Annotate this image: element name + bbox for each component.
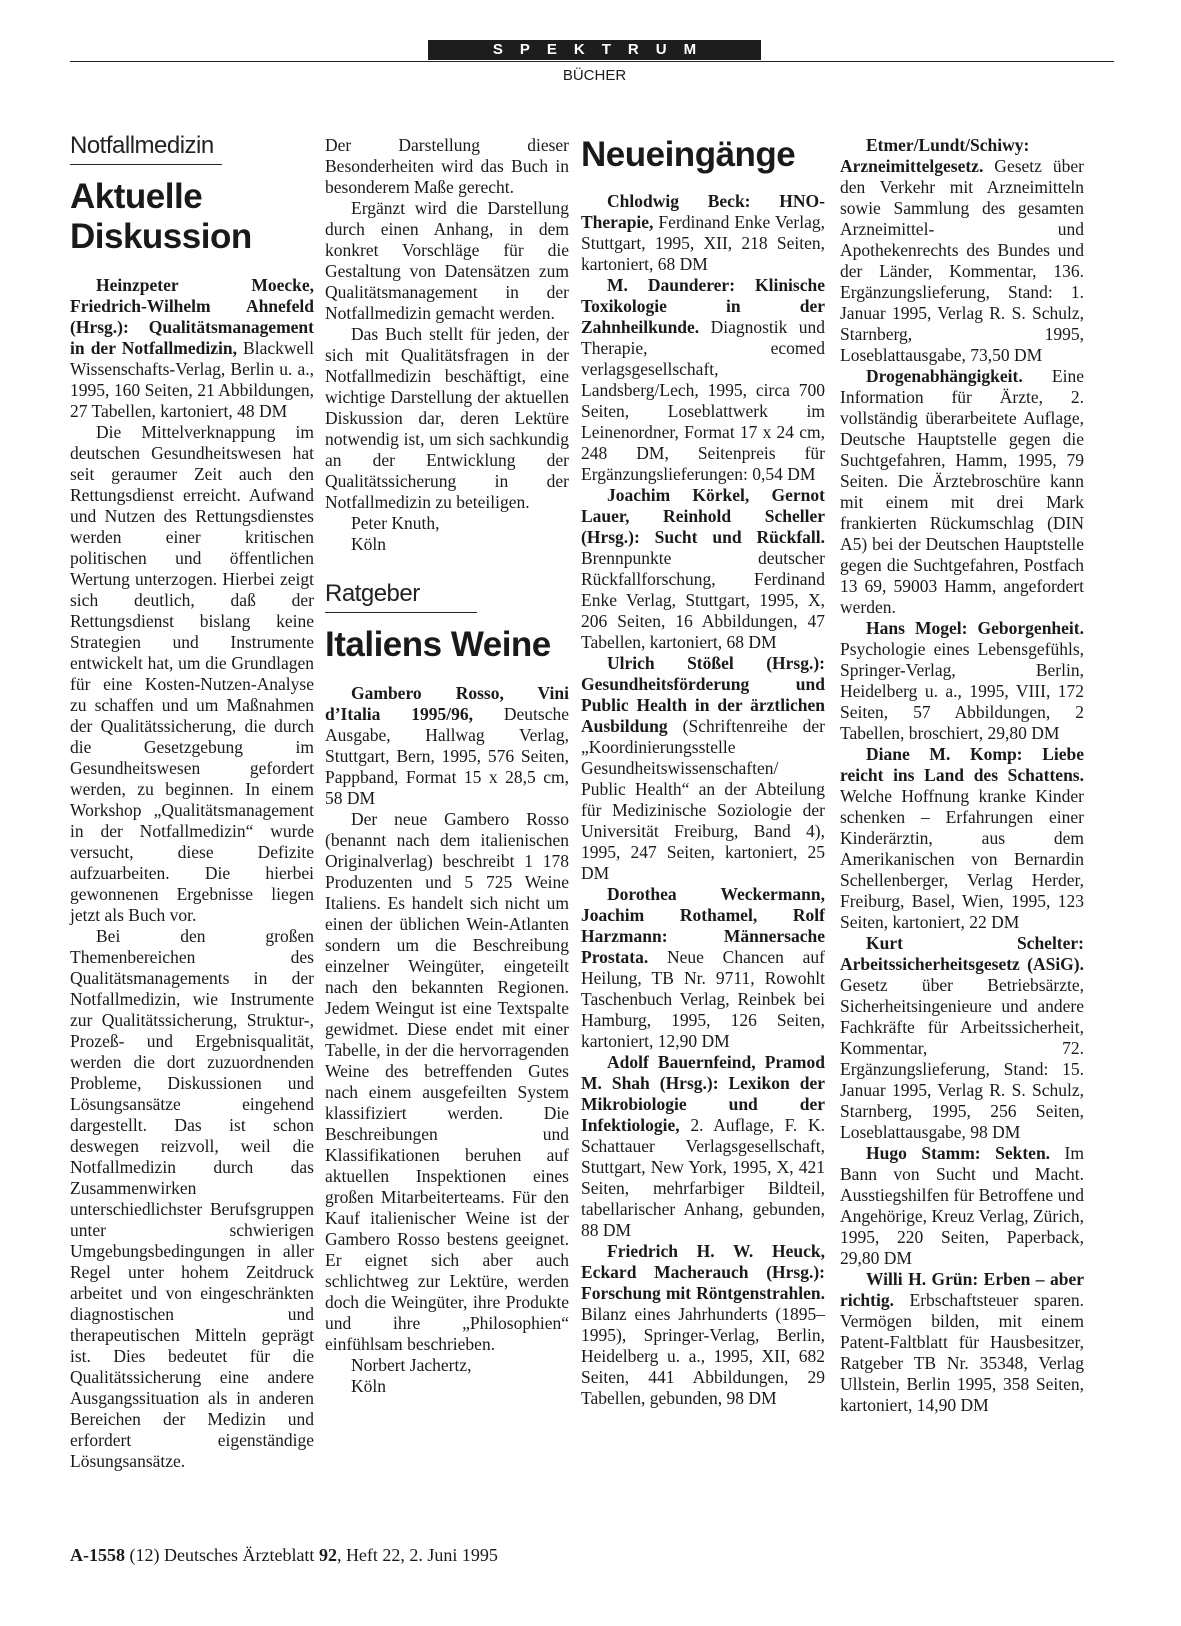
book-entry-title: Kurt Schelter: Arbeitssicherheitsgesetz (ASiG). bbox=[840, 933, 1084, 974]
book-entry-details: (Schriftenreihe der „Koordinierungsstelle Gesundheitswissenschaften/ Public Health“ an der Abteilung für Medizinische Soziologie der Universität Freiburg, Band 4), 1995, 247 Seiten, kartoniert, 25 DM bbox=[581, 716, 825, 883]
book-entry-details: 2. Auflage, F. K. Schattauer Verlagsgesellschaft, Stuttgart, New York, 1995, X, 421 Seiten, mehrfarbiger Bildteil, tabellarischer Anhang, gebunden, 88 DM bbox=[581, 1115, 825, 1240]
book-entry-details: Im Bann von Sucht und Macht. Ausstiegshilfen für Betroffene und Angehörige, Kreuz Verlag, Zürich, 1995, 220 Seiten, Paperback, 29,80 DM bbox=[840, 1143, 1084, 1268]
bibliography bbox=[70, 275, 314, 422]
section-subheader: BÜCHER bbox=[562, 67, 627, 84]
kicker-rule bbox=[70, 164, 222, 165]
body-paragraph: Der neue Gambero Rosso (benannt nach dem italienischen Originalverlag) beschreibt 1 178 Produzenten und 5 725 Weine Italiens. Es handelt sich nicht um einen der üblichen Wein-Atlanten sondern um die Beschreibung einzelner Weingüter, eingeteilt nach den bekannten Regionen. Jedem Weingut ist eine Textspalte gewidmet. Diese endet mit einer Tabelle, in der die hervorragenden Weine des betreffenden Gutes nach einem ausgefeilten System klassifiziert werden. Die Beschreibungen und Klassifikationen beruhen auf aktuellen Inspektionen eines großen Mitarbeiterteams. Für den Kauf italienischer Weine ist der Gambero Rosso bestens geeignet. Er eignet sich aber auch schlichtweg zur Lektüre, werden doch die Weingüter, ihre Produkte und ihre „Philosophien“ einfühlsam beschrieben. bbox=[325, 809, 569, 1354]
book-entry-details: Diagnostik und Therapie, ecomed verlagsgesellschaft, Landsberg/Lech, 1995, circa 700 Seiten, Loseblattwerk im Leinenordner, Format 17 x 24 cm, 248 DM, Seitenpreis für Ergänzungslieferungen: 0,54 DM bbox=[581, 317, 825, 484]
new-books-list-continued bbox=[840, 135, 1084, 1416]
book-entry-title: Dorothea Weckermann, Joachim Rothamel, Rolf Harzmann: Männersache Prostata. bbox=[581, 884, 825, 967]
book-entry-title: Etmer/Lundt/Schiwy: Arzneimittelgesetz. bbox=[840, 135, 1030, 176]
section-header-bar: SPEKTRUM bbox=[428, 40, 761, 60]
book-entry bbox=[840, 933, 1084, 1143]
bibliography bbox=[325, 683, 569, 809]
body-paragraph: Das Buch stellt für jeden, der sich mit Qualitätsfragen in der Notfallmedizin beschäftigt, eine wichtige Darstellung der aktuellen Diskussion dar, deren Lektüre notwendig ist, um sich sachkundig an der Entwicklung der Qualitätssicherung in der Notfallmedizin zu beteiligen. bbox=[325, 324, 569, 512]
book-entry bbox=[840, 366, 1084, 618]
book-entry-details: Bilanz eines Jahrhunderts (1895–1995), Springer-Verlag, Berlin, Heidelberg u. a., 1995, XII, 682 Seiten, 441 Abbildungen, 29 Tabellen, gebunden, 98 DM bbox=[581, 1304, 825, 1408]
body-paragraph: Bei den großen Themenbereichen des Qualitätsmanagements in der Notfallmedizin, wie Instrumente zur Qualitätssicherung, Struktur-, Prozeß- und Ergebnisqualität, werden die dort zuzuordnenden Probleme, Diskussionen und Lösungsansätze eingehend dargestellt. Das ist schon deswegen reizvoll, weil die Notfallmedizin durch das Zusammenwirken unterschiedlichster Berufsgruppen unter schwierigen Umgebungsbedingungen in aller Regel unter hohem Zeitdruck arbeitet und von eingeschränkten diagnostischen und therapeutischen Mitteln geprägt ist. Dies bedeutet für die Qualitätssicherung eine andere Ausgangssituation als in anderen Bereichen der Medizin und erfordert eigenständige Lösungsansätze. bbox=[70, 926, 314, 1471]
bibliography-details: Deutsche Ausgabe, Hallwag Verlag, Stuttgart, Bern, 1995, 576 Seiten, Pappband, Format 15 x 28,5 cm, 58 DM bbox=[325, 704, 569, 808]
bibliography-details: Blackwell Wissenschafts-Verlag, Berlin u. a., 1995, 160 Seiten, 21 Abbildungen, 27 Tabellen, kartoniert, 48 DM bbox=[70, 338, 315, 421]
page-number: A-1558 bbox=[70, 1545, 125, 1565]
issue-suffix: , Heft 22, 2. Juni 1995 bbox=[336, 1545, 498, 1565]
kicker-ratgeber: Ratgeber bbox=[325, 580, 420, 607]
author-city: Köln bbox=[351, 534, 386, 554]
book-entry-title: Friedrich H. W. Heuck, Eckard Macherauch (Hrsg.): Forschung mit Röntgenstrahlen. bbox=[581, 1241, 825, 1303]
book-entry bbox=[581, 275, 825, 485]
book-entry bbox=[840, 618, 1084, 744]
book-entry bbox=[581, 884, 825, 1052]
neueingaenge-headline: Neueingänge bbox=[581, 135, 796, 174]
book-entry bbox=[840, 1269, 1084, 1416]
book-entry-details: Erbschaftsteuer sparen. Vermögen bilden, mit einem Patent-Faltblatt für Hausbesitzer, Ratgeber TB Nr. 35348, Verlag Ullstein, Berlin 1995, 358 Seiten, kartoniert, 14,90 DM bbox=[840, 1290, 1084, 1415]
article-headline: Italiens Weine bbox=[325, 625, 551, 664]
book-entry-title: Ulrich Stößel (Hrsg.): Gesundheitsförderung und Public Health in der ärztlichen Ausbildung bbox=[581, 653, 825, 736]
column-3 bbox=[581, 135, 825, 1409]
book-entry-details: Neue Chancen auf Heilung, TB Nr. 9711, Rowohlt Taschenbuch Verlag, Reinbek bei Hamburg, 1995, 126 Seiten, kartoniert, 12,90 DM bbox=[581, 947, 825, 1051]
column-2 bbox=[325, 135, 569, 1397]
column-1 bbox=[70, 132, 315, 1472]
kicker-notfallmedizin: Notfallmedizin bbox=[70, 132, 214, 159]
book-entry bbox=[840, 135, 1084, 366]
book-entry-details: Brennpunkte deutscher Rückfallforschung, Ferdinand Enke Verlag, Stuttgart, 1995, X, 206 Seiten, 16 Abbildungen, 47 Tabellen, kartoniert, 68 DM bbox=[581, 548, 825, 652]
volume-number: 92 bbox=[318, 1545, 337, 1565]
book-entry-title: Diane M. Komp: Liebe reicht ins Land des Schattens. bbox=[840, 744, 1084, 785]
book-entry-title: Chlodwig Beck: HNO-Therapie, bbox=[581, 191, 825, 232]
author-name: Norbert Jachertz, bbox=[351, 1355, 472, 1375]
book-entry-details: Eine Information für Ärzte, 2. vollständig überarbeitete Auflage, Deutsche Hauptstelle gegen die Suchtgefahren, Hamm, 1995, 79 Seiten. Die Ärztebroschüre kann mit einem mit drei Mark frankierten Rückumschlag (DIN A5) bei der Deutschen Hauptstelle gegen die Suchtgefahren, Postfach 13 69, 59003 Hamm, angefordert werden. bbox=[840, 366, 1084, 617]
book-entry bbox=[840, 1143, 1084, 1269]
book-entry-title: Hans Mogel: Geborgenheit. bbox=[866, 618, 1084, 638]
book-entry bbox=[581, 1241, 825, 1409]
article-headline: Aktuelle Diskussion bbox=[70, 177, 252, 256]
book-entry bbox=[581, 1052, 825, 1241]
body-paragraph: Ergänzt wird die Darstellung durch einen Anhang, in dem konkret Vorschläge für die Gestaltung von Datensätzen zum Qualitätsmanagement in der Notfallmedizin gemacht werden. bbox=[325, 198, 569, 323]
header-rule bbox=[70, 61, 1114, 62]
issue-prefix: (12) Deutsches Ärzteblatt bbox=[125, 1545, 319, 1565]
book-entry-title: Willi H. Grün: Erben – aber richtig. bbox=[840, 1269, 1084, 1310]
book-entry bbox=[840, 744, 1084, 933]
bibliography-title: Heinzpeter Moecke, Friedrich-Wilhelm Ahnefeld (Hrsg.): Qualitätsmanagement in der Notfallmedizin, bbox=[70, 275, 314, 358]
author-name: Peter Knuth, bbox=[351, 513, 440, 533]
book-entry-title: M. Daunderer: Klinische Toxikologie in der Zahnheilkunde. bbox=[581, 275, 825, 337]
book-entry-details: Welche Hoffnung kranke Kinder schenken – Erfahrungen einer Kinderärztin, aus dem Amerikanischen von Bernardin Schellenberger, Verlag Herder, Freiburg, Basel, Wien, 1995, 123 Seiten, kartoniert, 22 DM bbox=[840, 786, 1084, 932]
body-paragraph: Die Mittelverknappung im deutschen Gesundheitswesen hat seit geraumer Zeit auch den Rettungsdienst erreicht. Aufwand und Nutzen des Rettungsdienstes werden einer kritischen politischen und öffentlichen Wertung unterzogen. Hierbei zeigt sich deutlich, daß der Rettungsdienst bislang keine Strategien und Instrumente entwickelt hat, um die Grundlagen für eine Kosten-Nutzen-Analyse zu schaffen und um Maßnahmen der Qualitätssicherung, die durch die Gesetzgebung im Gesundheitswesen gefordert werden, zu beginnen. In einem Workshop „Qualitätsmanagement in der Notfallmedizin“ wurde versucht, diese Defizite aufzuarbeiten. Die hierbei gewonnenen Ergebnisse liegen jetzt als Buch vor. bbox=[70, 422, 314, 925]
book-entry-title: Joachim Körkel, Gernot Lauer, Reinhold Scheller (Hrsg.): Sucht und Rückfall. bbox=[581, 485, 825, 547]
book-entry-details: Psychologie eines Lebensgefühls, Springer-Verlag, Berlin, Heidelberg u. a., 1995, VIII, 172 Seiten, 57 Abbildungen, 2 Tabellen, broschiert, 29,80 DM bbox=[840, 639, 1084, 743]
book-entry bbox=[581, 485, 825, 653]
book-entry-title: Adolf Bauernfeind, Pramod M. Shah (Hrsg.): Lexikon der Mikrobiologie und der Infektiologie, bbox=[581, 1052, 825, 1135]
book-entry bbox=[581, 191, 825, 275]
body-paragraph: Der Darstellung dieser Besonderheiten wird das Buch in besonderem Maße gerecht. bbox=[325, 135, 569, 197]
book-entry-details: Gesetz über Betriebsärzte, Sicherheitsingenieure und andere Fachkräfte für Arbeitssicherheit, Kommentar, 72. Ergänzungslieferung, Stand: 15. Januar 1995, Verlag R. S. Schulz, Starnberg, 1995, 256 Seiten, Loseblattausgabe, 98 DM bbox=[840, 975, 1084, 1142]
book-entry-title: Hugo Stamm: Sekten. bbox=[866, 1143, 1051, 1163]
book-entry-details: Gesetz über den Verkehr mit Arzneimitteln sowie Sammlung des gesamten Arzneimittel- und Apothekenrechts des Bundes und der Länder, Kommentar, 136. Ergänzungslieferung, Stand: 1. Januar 1995, Verlag R. S. Schulz, Starnberg, 1995, Loseblattausgabe, 73,50 DM bbox=[840, 156, 1084, 365]
page-footer bbox=[70, 1545, 498, 1566]
book-entry bbox=[581, 653, 825, 884]
new-books-list bbox=[581, 191, 825, 1409]
book-entry-details: Ferdinand Enke Verlag, Stuttgart, 1995, XII, 218 Seiten, kartoniert, 68 DM bbox=[581, 212, 825, 274]
bibliography-title: Gambero Rosso, Vini d’Italia 1995/96, bbox=[325, 683, 569, 724]
column-4 bbox=[840, 135, 1084, 1416]
author-city: Köln bbox=[351, 1376, 386, 1396]
kicker-rule bbox=[325, 612, 477, 613]
book-entry-title: Drogenabhängigkeit. bbox=[866, 366, 1023, 386]
